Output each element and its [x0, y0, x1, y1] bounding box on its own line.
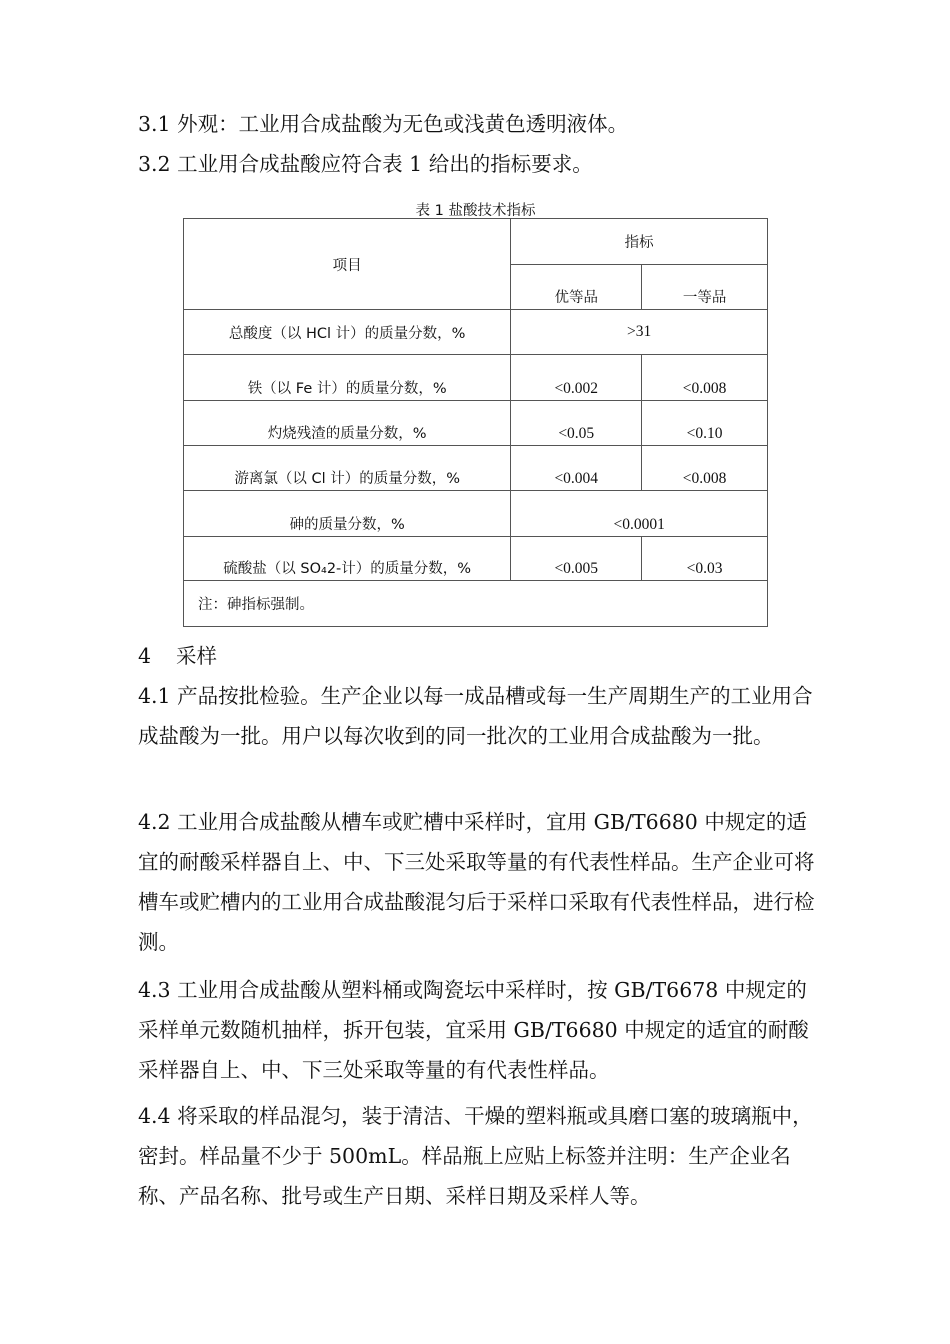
- paragraph-4-3: 4.3 工业用合成盐酸从塑料桶或陶瓷坛中采样时，按 GB/T6678 中规定的采样单元数随机抽样，拆开包装，宜采用 GB/T6680 中规定的适宜的耐酸采样器自上、中、下三处采取等量的有代表性样品。: [138, 978, 809, 1082]
- paragraph-4-4: 4.4 将采取的样品混匀，装于清洁、干燥的塑料瓶或具磨口塞的玻璃瓶中，密封。样品量不少于 500mL。样品瓶上应贴上标签并注明：生产企业名称、产品名称、批号或生产日期、采样日期及采样人等。: [138, 1104, 813, 1208]
- table-row: [184, 446, 768, 491]
- row-value-1: <0.004: [511, 446, 642, 491]
- table-note: 注：砷指标强制。: [184, 581, 768, 627]
- row-value-1: <0.05: [511, 401, 642, 446]
- table-caption: 表 1 盐酸技术指标: [415, 203, 536, 219]
- row-value-merged: <0.0001: [511, 491, 768, 537]
- spec-table: [183, 218, 768, 627]
- row-item: 灼烧残渣的质量分数，%: [184, 401, 511, 446]
- row-value-2: <0.008: [642, 355, 768, 401]
- table-row: [184, 355, 768, 401]
- header-grade-2: 一等品: [642, 265, 768, 310]
- paragraph-4-2: 4.2 工业用合成盐酸从槽车或贮槽中采样时，宜用 GB/T6680 中规定的适宜的耐酸采样器自上、中、下三处采取等量的有代表性样品。生产企业可将槽车或贮槽内的工业用合成盐酸混匀后于采样口采取有代表性样品，进行检测。: [138, 810, 815, 954]
- row-value-merged: >31: [511, 310, 768, 355]
- row-value-1: <0.002: [511, 355, 642, 401]
- row-item: 硫酸盐（以 SO₄2-计）的质量分数，%: [184, 537, 511, 581]
- row-item: 铁（以 Fe 计）的质量分数，%: [184, 355, 511, 401]
- table-note-row: [184, 581, 768, 627]
- table-header-row: [184, 219, 768, 265]
- row-value-2: <0.03: [642, 537, 768, 581]
- header-item: 项目: [184, 219, 511, 310]
- table-row: [184, 537, 768, 581]
- row-item: 砷的质量分数，%: [184, 491, 511, 537]
- header-indicator: 指标: [511, 219, 768, 265]
- paragraph-3-1: 3.1 外观：工业用合成盐酸为无色或浅黄色透明液体。: [138, 112, 629, 136]
- row-item: 游离氯（以 Cl 计）的质量分数，%: [184, 446, 511, 491]
- row-value-2: <0.10: [642, 401, 768, 446]
- row-value-1: <0.005: [511, 537, 642, 581]
- table-row: [184, 491, 768, 537]
- section-number: 4: [138, 644, 152, 668]
- table-row: [184, 310, 768, 355]
- row-value-2: <0.008: [642, 446, 768, 491]
- table-row: [184, 401, 768, 446]
- paragraph-4-1: 4.1 产品按批检验。生产企业以每一成品槽或每一生产周期生产的工业用合成盐酸为一批。用户以每次收到的同一批次的工业用合成盐酸为一批。: [138, 684, 813, 748]
- section-title: 采样: [176, 644, 217, 668]
- paragraph-3-2: 3.2 工业用合成盐酸应符合表 1 给出的指标要求。: [138, 152, 593, 176]
- section-4-heading: [138, 638, 217, 674]
- header-grade-1: 优等品: [511, 265, 642, 310]
- row-item: 总酸度（以 HCl 计）的质量分数，%: [184, 310, 511, 355]
